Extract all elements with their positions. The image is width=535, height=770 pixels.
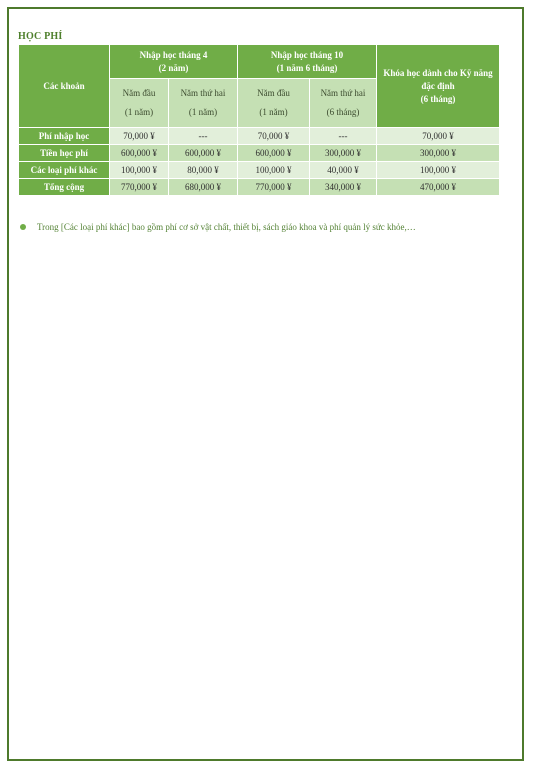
table-cell: --- [169,128,238,145]
table-cell: 470,000 ¥ [377,179,500,196]
group-header-skill-course-line1: Khóa học dành cho Kỹ năng đặc định [383,67,493,91]
bullet-icon [20,224,26,230]
subcolumn-header [169,79,238,128]
table-cell: 70,000 ¥ [377,128,500,145]
table-cell: 680,000 ¥ [169,179,238,196]
group-header-skill-course-line2: (6 tháng) [420,93,456,104]
table-cell: 340,000 ¥ [310,179,377,196]
table-cell: 600,000 ¥ [169,145,238,162]
subcolumn-line1: Năm đầu [257,88,290,98]
table-cell: 770,000 ¥ [110,179,169,196]
table-row [19,128,500,145]
group-header-april [110,45,238,79]
subcolumn-header [110,79,169,128]
section-title: HỌC PHÍ [18,31,63,42]
subcolumn-line2: (1 năm) [259,107,288,117]
row-label: Phí nhập học [19,128,110,145]
table-cell: 100,000 ¥ [110,162,169,179]
subcolumn-line1: Năm thứ hai [180,88,226,98]
table-cell: 100,000 ¥ [377,162,500,179]
subcolumn-header [310,79,377,128]
subcolumn-line2: (1 năm) [188,107,218,117]
table-cell: 70,000 ¥ [238,128,310,145]
group-header-april-line2: (2 năm) [158,62,189,73]
table-row [19,162,500,179]
group-header-october-line2: (1 năm 6 tháng) [276,62,338,73]
subcolumn-line2: (6 tháng) [326,107,360,117]
table-cell: 600,000 ¥ [110,145,169,162]
subcolumn-line1: Năm thứ hai [320,88,366,98]
group-header-october-line1: Nhập học tháng 10 [270,49,344,60]
subcolumn-line1: Năm đầu [122,88,156,98]
table-cell: 300,000 ¥ [377,145,500,162]
table-cell: 600,000 ¥ [238,145,310,162]
table-cell: 70,000 ¥ [110,128,169,145]
row-label: Tiền học phí [19,145,110,162]
group-header-april-line1: Nhập học tháng 4 [139,49,208,60]
row-label: Tổng cộng [19,179,110,196]
table-cell: --- [310,128,377,145]
table-cell: 80,000 ¥ [169,162,238,179]
tuition-table [18,44,500,196]
note-item [20,222,416,232]
row-label: Các loại phí khác [19,162,110,179]
group-header-skill-course [377,45,500,128]
table-cell: 300,000 ¥ [310,145,377,162]
table-cell: 770,000 ¥ [238,179,310,196]
subcolumn-header [238,79,310,128]
table-row [19,179,500,196]
note-text: Trong [Các loại phí khác] bao gồm phí cơ sở vật chất, thiết bị, sách giáo khoa và phí quản lý sức khỏe,… [37,222,416,232]
table-cell: 100,000 ¥ [238,162,310,179]
table-cell: 40,000 ¥ [310,162,377,179]
subcolumn-line2: (1 năm) [124,107,154,117]
row-header-label: Các khoản [19,45,110,128]
table-row [19,145,500,162]
group-header-october [238,45,377,79]
